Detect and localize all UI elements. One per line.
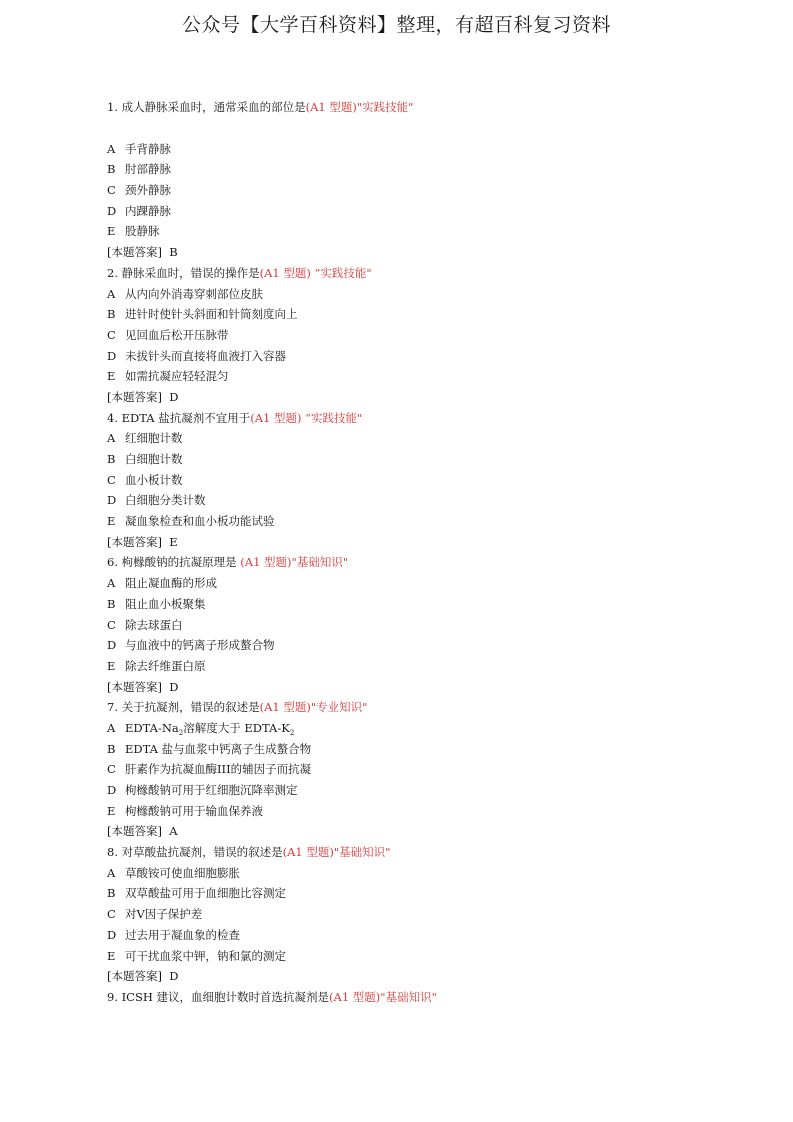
- option: [107, 573, 747, 594]
- answer-value: E: [169, 534, 178, 549]
- option-letter: E: [107, 514, 116, 529]
- option: [107, 759, 747, 780]
- option-letter: D: [107, 493, 117, 508]
- option: [107, 656, 747, 677]
- option-letter: D: [107, 348, 117, 363]
- option: [107, 449, 747, 470]
- option-text: 白细胞计数: [125, 452, 183, 466]
- option: [107, 511, 747, 532]
- answer-label: [本题答案]: [107, 824, 162, 839]
- option: [107, 863, 747, 884]
- option: [107, 594, 747, 615]
- option-text: 凝血象检查和血小板功能试验: [125, 514, 275, 529]
- option-letter: A: [107, 431, 116, 446]
- question-type-tag: (A1 型题) “实践技能": [259, 265, 372, 280]
- option-letter: C: [107, 472, 116, 487]
- option-text: 白细胞分类计数: [125, 493, 206, 508]
- answer-line: [107, 966, 747, 987]
- option: [107, 490, 747, 511]
- option-letter: B: [107, 307, 116, 322]
- answer-value: D: [169, 389, 179, 404]
- question-block: [107, 263, 747, 408]
- answer-line: [107, 677, 747, 698]
- option: [107, 801, 747, 822]
- option-text: EDTA 盐与血浆中钙离子生成螯合物: [125, 741, 312, 756]
- option-letter: E: [107, 369, 116, 384]
- option: [107, 718, 747, 739]
- option: [107, 739, 747, 760]
- answer-label: [本题答案]: [107, 969, 162, 984]
- stem-text: 6. 枸橼酸钠的抗凝原理是: [107, 555, 241, 570]
- option: [107, 615, 747, 636]
- question-block: [107, 552, 747, 697]
- question-type-tag: (A1 型题)"实践技能": [305, 100, 414, 114]
- option-text: 红细胞计数: [125, 431, 183, 446]
- option-text: EDTA-Na: [125, 720, 179, 735]
- option-text: 双草酸盐可用于血细胞比容测定: [125, 886, 286, 901]
- subscript: 2: [289, 728, 295, 737]
- page-header: 公众号【大学百科资料】整理，有超百科复习资料: [181, 14, 611, 36]
- option-text: 进针时使针头斜面和针筒刻度向上: [125, 307, 298, 322]
- question-block: [107, 842, 747, 987]
- option-text: 内踝静脉: [125, 203, 171, 218]
- option: [107, 159, 747, 180]
- option-text: 阻止血小板聚集: [125, 596, 206, 611]
- option-letter: D: [107, 927, 117, 942]
- option-text: 肘部静脉: [125, 162, 171, 177]
- option-text: 与血液中的钙离子形成螯合物: [125, 638, 275, 653]
- option-letter: C: [107, 762, 116, 777]
- option-text: 可干扰血浆中钾，钠和氯的测定: [125, 948, 286, 963]
- option-letter: D: [107, 638, 117, 653]
- stem-text: 9. ICSH 建议，血细胞计数时首选抗凝剂是: [107, 989, 330, 1004]
- question-list: [107, 97, 747, 1008]
- answer-value: D: [169, 969, 179, 984]
- subscript: 2: [178, 728, 184, 737]
- option: [107, 780, 747, 801]
- option-letter: A: [107, 576, 116, 591]
- option: [107, 904, 747, 925]
- option: [107, 180, 747, 201]
- answer-label: [本题答案]: [107, 389, 162, 404]
- option-text: 肝素作为抗凝血酶III的辅因子而抗凝: [125, 762, 312, 777]
- option-text: 血小板计数: [125, 472, 183, 487]
- option-letter: B: [107, 162, 116, 177]
- option-letter: D: [107, 783, 117, 797]
- question-stem: [107, 97, 747, 118]
- answer-value: A: [169, 824, 178, 839]
- answer-value: B: [169, 245, 178, 260]
- option: [107, 883, 747, 904]
- option-letter: E: [107, 803, 116, 818]
- question-stem: [107, 408, 747, 429]
- option-text: 见回血后松开压脉带: [125, 327, 229, 342]
- question-stem: [107, 552, 747, 573]
- question-block: [107, 408, 747, 553]
- option-letter: B: [107, 886, 116, 901]
- option-letter: E: [107, 658, 116, 673]
- option-letter: D: [107, 203, 117, 218]
- question-type-tag: (A1 型题) “实践技能": [250, 410, 363, 425]
- option-text: 对Ⅴ因子保护差: [125, 907, 203, 922]
- option-letter: B: [107, 452, 116, 466]
- option-text: 枸橼酸钠可用于红细胞沉降率测定: [125, 783, 298, 797]
- option-text: 从内向外消毒穿刺部位皮肤: [125, 286, 263, 301]
- option: [107, 221, 747, 242]
- option-letter: B: [107, 741, 116, 756]
- option: [107, 925, 747, 946]
- option: [107, 284, 747, 305]
- question-type-tag: (A1 型题)"基础知识": [282, 845, 391, 860]
- option-text: 未拔针头而直接将血液打入容器: [125, 348, 286, 363]
- option-letter: C: [107, 183, 116, 198]
- answer-line: [107, 387, 747, 408]
- question-type-tag: (A1 型题)"基础知识": [329, 989, 437, 1004]
- question-stem: [107, 842, 747, 863]
- question-block: [107, 697, 747, 842]
- option: [107, 201, 747, 222]
- answer-label: [本题答案]: [107, 245, 162, 260]
- answer-label: [本题答案]: [107, 534, 162, 549]
- option: [107, 325, 747, 346]
- option-letter: A: [107, 865, 116, 880]
- option-text: 除去纤维蛋白原: [125, 658, 206, 673]
- option: [107, 366, 747, 387]
- option-text: 颈外静脉: [125, 183, 171, 198]
- option-text: 如需抗凝应轻轻混匀: [125, 369, 229, 384]
- question-type-tag: (A1 型题)"专业知识": [259, 700, 368, 715]
- option: [107, 346, 747, 367]
- option: [107, 635, 747, 656]
- stem-text: 8. 对草酸盐抗凝剂，错误的叙述是: [107, 845, 283, 860]
- option-letter: A: [107, 286, 116, 301]
- option-letter: C: [107, 907, 116, 922]
- question-stem: [107, 697, 747, 718]
- stem-text: 4. EDTA 盐抗凝剂不宜用于: [107, 410, 251, 425]
- option-letter: A: [107, 141, 116, 156]
- option-text: 阻止凝血酶的形成: [125, 576, 217, 591]
- question-type-tag: (A1 型题)"基础知识": [240, 555, 349, 570]
- stem-text: 1. 成人静脉采血时，通常采血的部位是: [107, 100, 306, 114]
- option-letter: C: [107, 327, 116, 342]
- question-stem: [107, 987, 747, 1008]
- option: [107, 470, 747, 491]
- stem-text: 7. 关于抗凝剂，错误的叙述是: [107, 700, 260, 715]
- option-letter: C: [107, 617, 116, 632]
- answer-value: D: [169, 679, 179, 694]
- option-text-cont: 溶解度大于 EDTA-K: [183, 720, 290, 735]
- option-text: 股静脉: [125, 224, 160, 239]
- option-text: 草酸铵可使血细胞膨胀: [125, 865, 240, 880]
- answer-label: [本题答案]: [107, 679, 162, 694]
- option: [107, 428, 747, 449]
- option-text: 手背静脉: [125, 141, 171, 156]
- answer-line: [107, 821, 747, 842]
- question-block: [107, 97, 747, 263]
- question-block: [107, 987, 747, 1008]
- option: [107, 304, 747, 325]
- option-letter: B: [107, 596, 116, 611]
- option-letter: E: [107, 224, 116, 239]
- answer-line: [107, 242, 747, 263]
- option: [107, 946, 747, 967]
- stem-text: 2. 静脉采血时，错误的操作是: [107, 265, 260, 280]
- option-letter: E: [107, 948, 116, 963]
- option-text: 过去用于凝血象的检查: [125, 927, 240, 942]
- answer-line: [107, 532, 747, 553]
- option: [107, 139, 747, 160]
- option-text: 除去球蛋白: [125, 617, 183, 632]
- question-stem: [107, 263, 747, 284]
- option-letter: A: [107, 720, 116, 735]
- option-text: 枸橼酸钠可用于输血保养液: [125, 803, 263, 818]
